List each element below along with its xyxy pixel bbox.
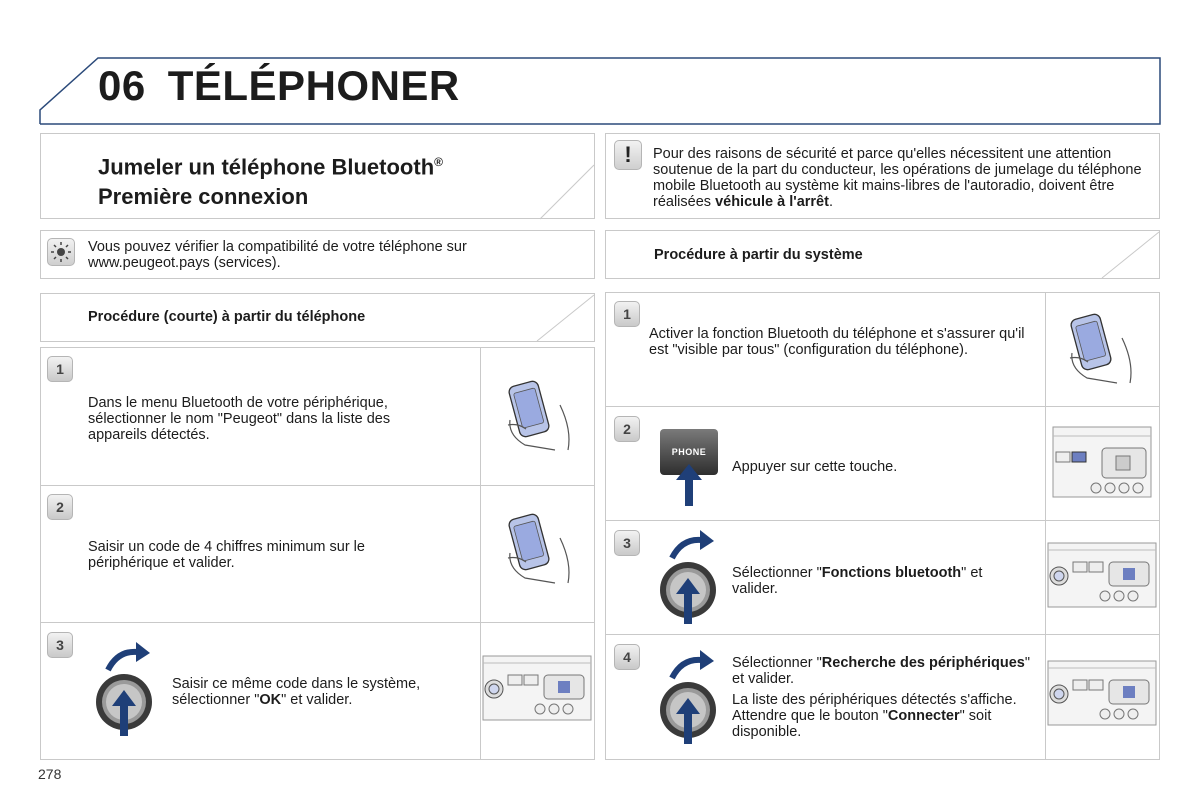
section-title-line1: Jumeler un téléphone Bluetooth (98, 154, 435, 180)
section-title-line2: Première connexion (98, 184, 309, 210)
right-step-4-text-a: Sélectionner " (732, 655, 822, 671)
left-step-3-bold: OK (259, 692, 282, 708)
registered-mark: ® (434, 155, 443, 169)
hand-phone-icon (500, 375, 580, 455)
left-image-divider (480, 347, 481, 760)
right-step-2-text: Appuyer sur cette touche. (732, 459, 898, 475)
rotary-knob-icon (88, 640, 168, 740)
hand-phone-icon (500, 508, 580, 588)
right-step-4-text-b: " et valider. (732, 655, 1031, 687)
right-step-1-badge: 1 (614, 301, 640, 327)
right-step-divider-2 (605, 520, 1160, 521)
right-step-divider-1 (605, 406, 1160, 407)
section-title (98, 147, 443, 212)
left-title-corner (535, 293, 595, 343)
left-step-divider-1 (40, 485, 595, 486)
left-step-3-text-a: Saisir ce même code dans le système, sélectionner " (172, 676, 421, 708)
chapter-number: 06 (98, 62, 146, 109)
radio-panel-icon (1047, 660, 1157, 726)
right-procedure-title: Procédure à partir du système (654, 247, 863, 263)
right-step-3-text (732, 565, 1032, 597)
rotary-knob-icon (652, 528, 732, 628)
radio-panel-icon (1047, 542, 1157, 608)
chapter-title: TÉLÉPHONER (167, 62, 460, 109)
right-title-corner (1100, 230, 1160, 280)
page-number: 278 (38, 766, 62, 782)
right-step-4-bold: Recherche des périphériques (821, 655, 1025, 671)
warning-text-main: Pour des raisons de sécurité et parce qu'elles nécessitent une attention soutenue de la part du conducteur, les opérations de jumelage du téléphone mobile Bluetooth au système kit mains-libres de l'autoradio, doivent être réalisées (653, 146, 1142, 210)
tip-text: Vous pouvez vérifier la compatibilité de votre téléphone sur www.peugeot.pays (services). (88, 239, 467, 271)
right-step-3-badge: 3 (614, 530, 640, 556)
left-step-3-text (172, 676, 462, 708)
right-step-4-text2 (732, 692, 1032, 740)
radio-panel-icon (482, 655, 592, 721)
left-step-1-badge: 1 (47, 356, 73, 382)
right-step-4-text (732, 655, 1032, 687)
left-step-2-text: Saisir un code de 4 chiffres minimum sur le périphérique et valider. (88, 539, 365, 571)
right-step-3-text-b: " et valider. (732, 565, 983, 597)
left-step-1-text: Dans le menu Bluetooth de votre périphérique, sélectionner le nom "Peugeot" dans la liste des appareils détectés. (88, 395, 391, 443)
right-step-4-bold2: Connecter (887, 708, 960, 724)
warning-text-end: . (828, 194, 833, 210)
right-step-1-text: Activer la fonction Bluetooth du téléphone et s'assurer qu'il est "visible par tous" (configuration du téléphone). (649, 326, 1025, 358)
right-step-3-text-a: Sélectionner " (732, 565, 822, 581)
warning-text-bold: véhicule à l'arrêt (715, 194, 829, 210)
left-step-2-badge: 2 (47, 494, 73, 520)
chapter-heading (98, 62, 460, 110)
right-step-4-text2-a: La liste des périphériques détectés s'affiche. Attendre que le bouton " (732, 692, 1017, 724)
hand-phone-icon (1062, 308, 1142, 388)
left-step-3-text-b: " et valider. (281, 692, 353, 708)
right-step-4-text2-b: " soit disponible. (732, 708, 992, 740)
warning-text (653, 146, 1148, 210)
tip-lightbulb-icon (47, 238, 75, 266)
phone-key-icon: PHONE (660, 429, 718, 475)
radio-panel-icon (1052, 426, 1152, 498)
left-step-3-badge: 3 (47, 632, 73, 658)
left-procedure-title: Procédure (courte) à partir du téléphone (88, 309, 366, 325)
right-step-divider-3 (605, 634, 1160, 635)
right-image-divider (1045, 292, 1046, 760)
right-step-3-bold: Fonctions bluetooth (821, 565, 962, 581)
left-step-divider-2 (40, 622, 595, 623)
right-step-4-badge: 4 (614, 644, 640, 670)
warning-icon: ! (614, 140, 642, 170)
up-arrow-icon (674, 462, 704, 506)
right-step-2-badge: 2 (614, 416, 640, 442)
rotary-knob-icon (652, 648, 732, 748)
section-title-corner (535, 160, 595, 220)
